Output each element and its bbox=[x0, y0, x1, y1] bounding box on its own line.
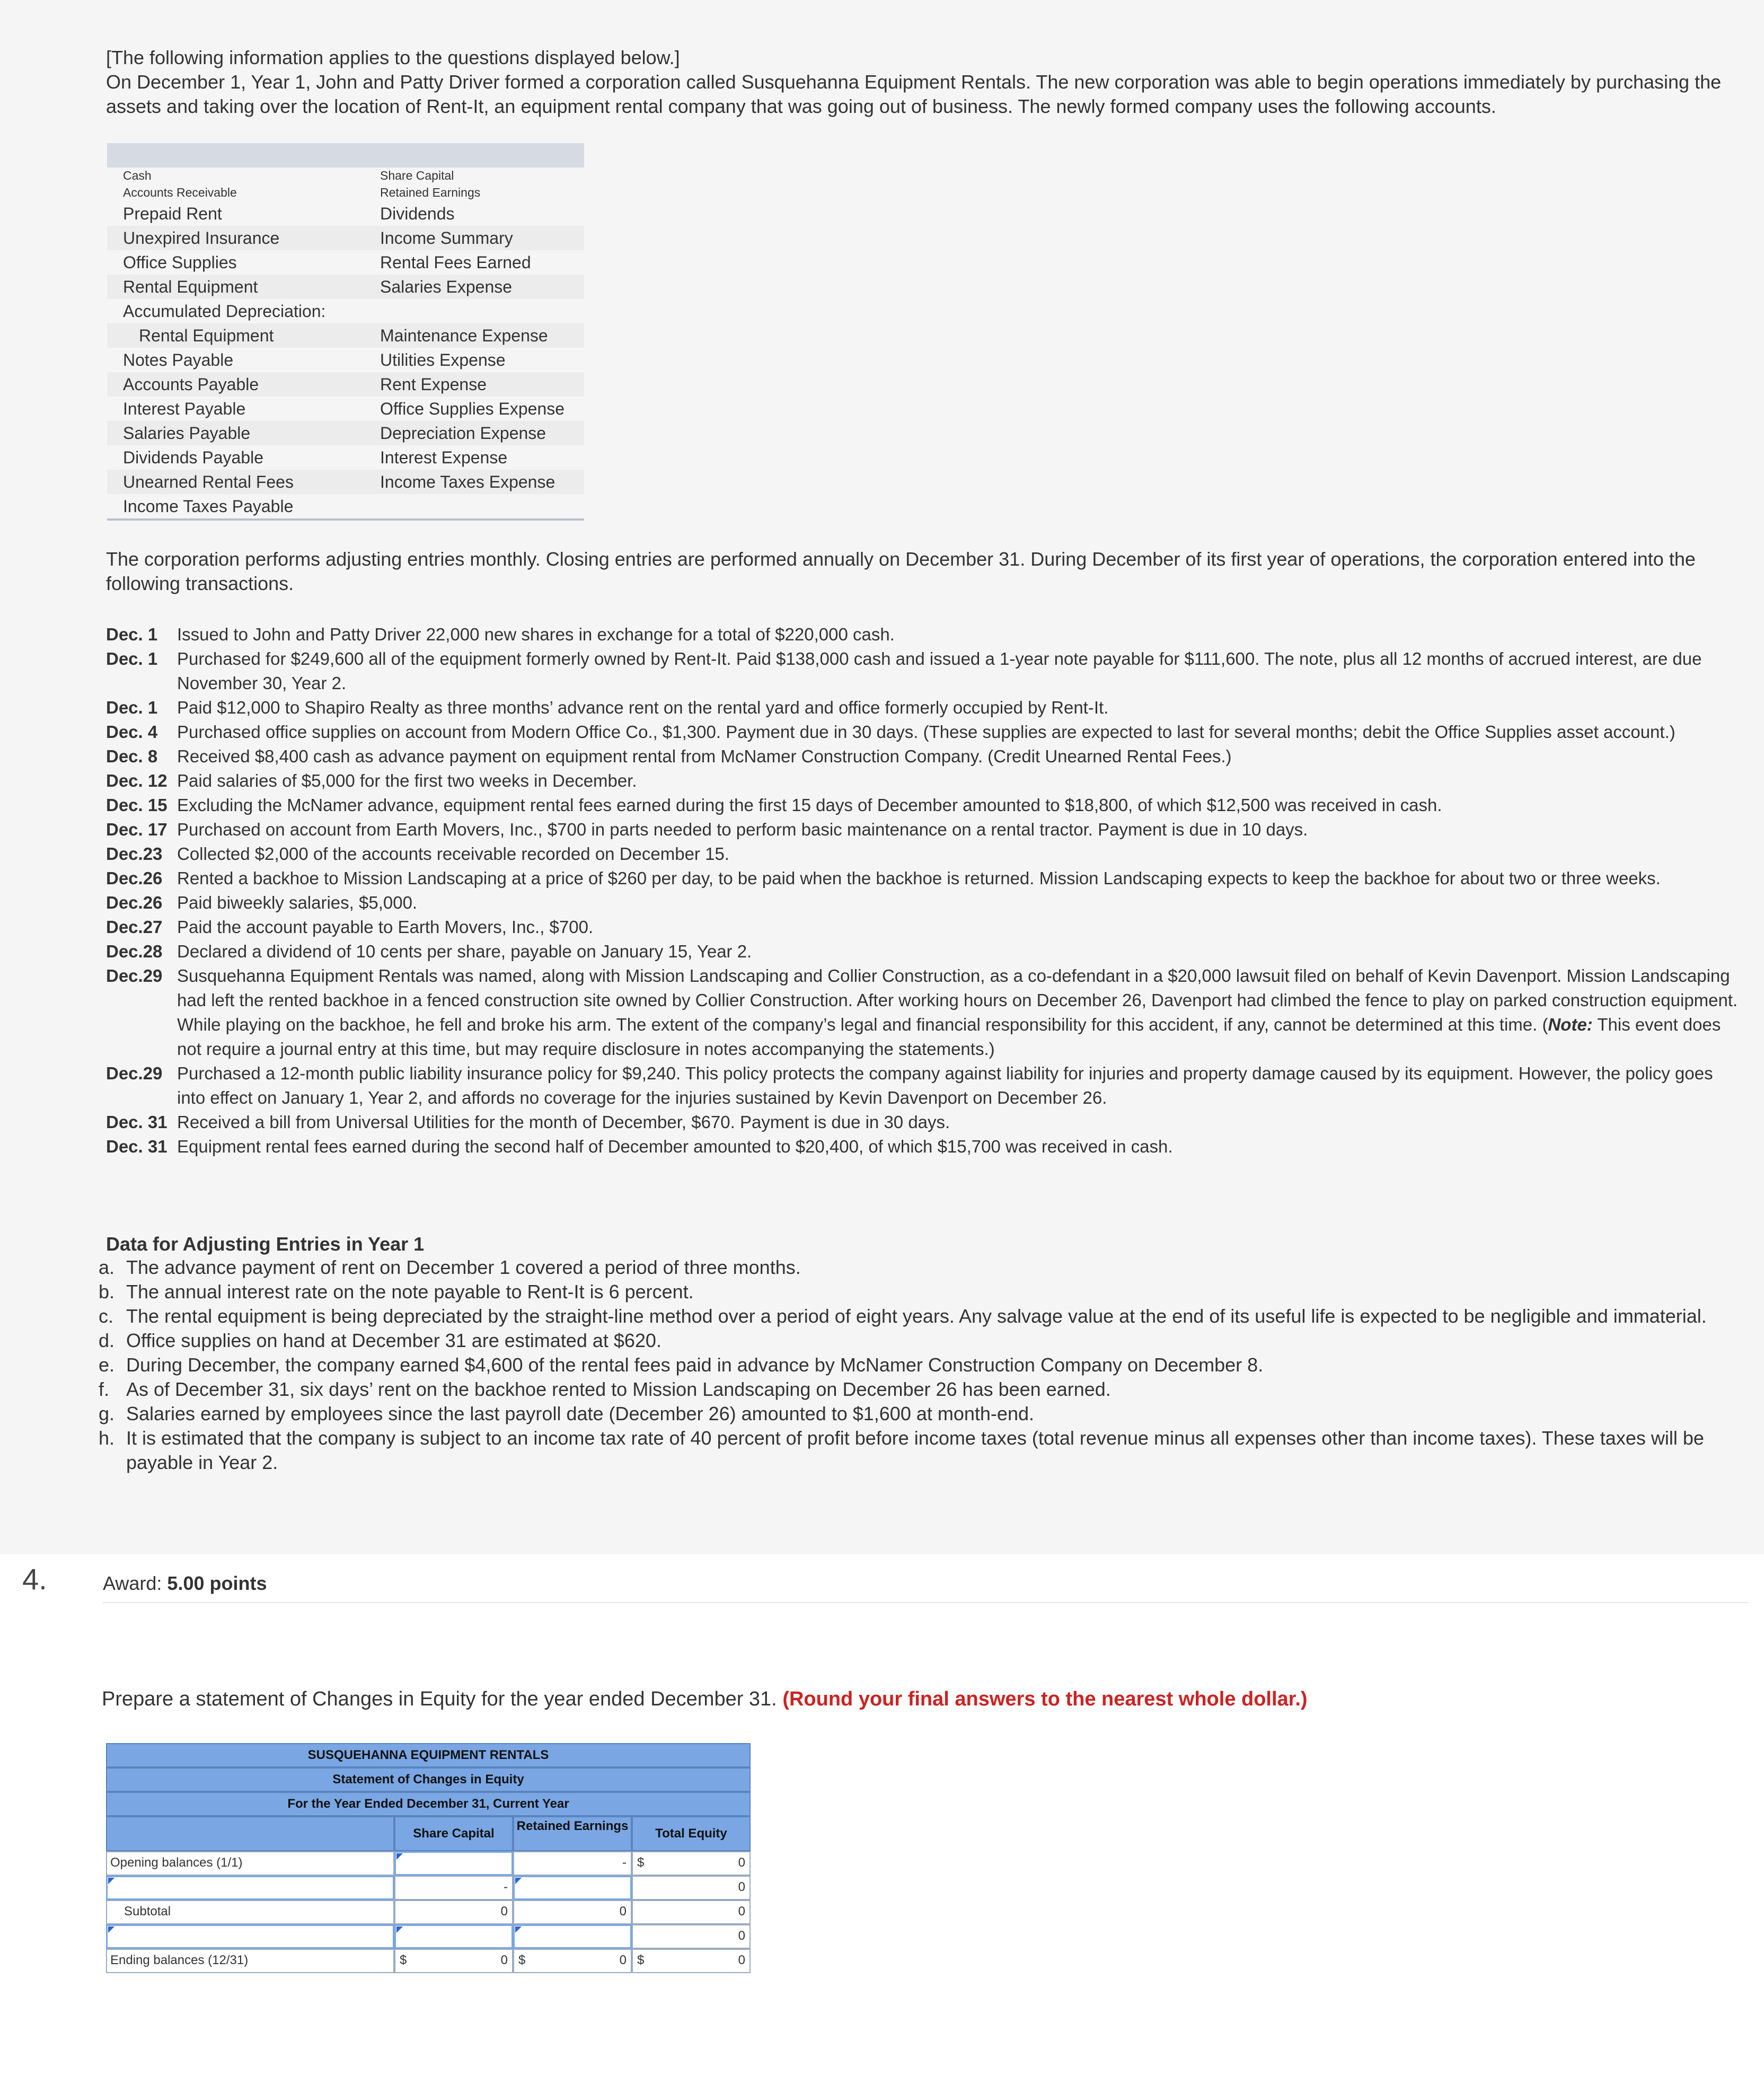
transaction-item: Dec. 12 Paid salaries of $5,000 for the first two weeks in December. bbox=[106, 771, 637, 790]
transaction-item: Dec.26 Rented a backhoe to Mission Landscaping at a price of $260 per day, to be paid when the backhoe is returned. Mission Landscaping expects to keep the backhoe for about two or three weeks. bbox=[106, 868, 1661, 888]
input-marker-icon bbox=[396, 1853, 403, 1860]
account-row: Salaries Payable Depreciation Expense bbox=[107, 421, 584, 445]
account-row: Unearned Rental Fees Income Taxes Expense bbox=[107, 470, 584, 494]
divider bbox=[103, 1602, 1748, 1603]
changes-in-equity-statement bbox=[106, 1743, 751, 1976]
input-marker-icon bbox=[515, 1927, 522, 1933]
col-share-capital: Share Capital bbox=[394, 1816, 513, 1851]
award bbox=[103, 1571, 267, 1596]
accounts-table-divider bbox=[107, 518, 584, 521]
subtotal-share-capital: 0 bbox=[394, 1900, 513, 1924]
row-label-opening: Opening balances (1/1) bbox=[106, 1851, 394, 1876]
transaction-item: Dec.28 Declared a dividend of 10 cents per share, payable on January 15, Year 2. bbox=[106, 942, 752, 961]
transaction-item: Dec. 1 Paid $12,000 to Shapiro Realty as three months’ advance rent on the rental yard and office formerly occupied by Rent-It. bbox=[106, 698, 1109, 717]
transaction-item: Dec. 31 Received a bill from Universal Utilities for the month of December, $670. Payment is due in 30 days. bbox=[106, 1112, 950, 1132]
account-row: Cash Share Capital bbox=[123, 169, 454, 182]
header-blank bbox=[106, 1816, 394, 1851]
account-row: Accumulated Depreciation: bbox=[123, 302, 326, 321]
row4-total-equity: 0 bbox=[632, 1924, 751, 1949]
statement-period: For the Year Ended December 31, Current Year bbox=[106, 1792, 751, 1816]
row-label-subtotal: Subtotal bbox=[106, 1900, 394, 1924]
subtotal-retained-earnings: 0 bbox=[513, 1900, 632, 1924]
accounts-table-header bbox=[107, 143, 584, 168]
award-points: 5.00 points bbox=[167, 1572, 267, 1594]
row2-total-equity: 0 bbox=[632, 1876, 751, 1900]
col-total-equity: Total Equity bbox=[632, 1816, 751, 1851]
account-row: Interest Payable Office Supplies Expense bbox=[123, 399, 565, 418]
account-row: Unexpired Insurance Income Summary bbox=[107, 226, 584, 250]
adjusting-item: b. The annual interest rate on the note payable to Rent-It is 6 percent. bbox=[99, 1281, 694, 1303]
transaction-item: Dec. 8 Received $8,400 cash as advance payment on equipment rental from McNamer Construction Company. (Credit Unearned Rental Fees.) bbox=[106, 746, 1232, 766]
transaction-item: Dec.23 Collected $2,000 of the accounts receivable recorded on December 15. bbox=[106, 844, 729, 864]
account-row: Dividends Payable Interest Expense bbox=[123, 448, 508, 467]
intro-note: [The following information applies to the questions displayed below.] bbox=[106, 47, 680, 68]
subtotal-total-equity: 0 bbox=[632, 1900, 751, 1924]
account-row: Notes Payable Utilities Expense bbox=[123, 350, 506, 370]
adjusting-item: d. Office supplies on hand at December 31 are estimated at $620. bbox=[99, 1330, 661, 1351]
col-retained-earnings: Retained Earnings bbox=[513, 1816, 632, 1851]
account-row: Rental Equipment Salaries Expense bbox=[107, 275, 584, 299]
question-prompt bbox=[102, 1686, 1308, 1712]
adjusting-title: Data for Adjusting Entries in Year 1 bbox=[106, 1233, 425, 1255]
transaction-item: Dec. 1 Purchased for $249,600 all of the equipment formerly owned by Rent-It. Paid $138,000 cash and issued a 1-year note payable for $111,600. The note, plus all 12 months of accrued interest, are due November 30, Year 2. bbox=[106, 649, 1702, 693]
transaction-item: Dec.26 Paid biweekly salaries, $5,000. bbox=[106, 893, 418, 912]
transaction-item: Dec. 17 Purchased on account from Earth Movers, Inc., $700 in parts needed to perform basic maintenance on a rental tractor. Payment is due in 10 days. bbox=[106, 820, 1308, 839]
input-row2-label[interactable] bbox=[106, 1876, 394, 1900]
award-label: Award: bbox=[103, 1572, 162, 1594]
transaction-item: Dec. 15 Excluding the McNamer advance, equipment rental fees earned during the first 15 days of December amounted to $18,800, of which $12,500 was received in cash. bbox=[106, 795, 1442, 815]
statement-title: Statement of Changes in Equity bbox=[106, 1767, 751, 1792]
input-row2-retained-earnings[interactable] bbox=[513, 1876, 632, 1900]
input-marker-icon bbox=[108, 1878, 114, 1884]
input-marker-icon bbox=[108, 1927, 114, 1933]
transaction-item: Dec.27 Paid the account payable to Earth Movers, Inc., $700. bbox=[106, 917, 594, 937]
transaction-item: Dec.29 Purchased a 12-month public liability insurance policy for $9,240. This policy protects the company against liability for injuries and property damage caused by its equipment. However, the policy goes into effect on January 1, Year 2, and affords no coverage for the injuries sustained by Kevin Davenport on December 26. bbox=[106, 1063, 1713, 1107]
statement-company: SUSQUEHANNA EQUIPMENT RENTALS bbox=[106, 1743, 751, 1767]
input-marker-icon bbox=[515, 1878, 522, 1884]
input-row4-label[interactable] bbox=[106, 1924, 394, 1949]
adjusting-item: g. Salaries earned by employees since the last payroll date (December 26) amounted to $1,600 at month-end. bbox=[99, 1403, 1034, 1424]
input-row4-retained-earnings[interactable] bbox=[513, 1924, 632, 1949]
adjusting-item: f. As of December 31, six days’ rent on the backhoe rented to Mission Landscaping on December 26 has been earned. bbox=[99, 1378, 1111, 1400]
accounts-table bbox=[107, 143, 584, 525]
opening-total-equity: $ 0 bbox=[632, 1851, 751, 1876]
ending-retained-earnings: $ 0 bbox=[513, 1949, 632, 1973]
note-label: Note: bbox=[1548, 1015, 1593, 1034]
account-row: Accounts Payable Rent Expense bbox=[107, 372, 584, 397]
paragraph: The corporation performs adjusting entries monthly. Closing entries are performed annually on December 31. During December of its first year of operations, the corporation entered into the following transactions. bbox=[106, 548, 1696, 594]
account-row: Accounts Receivable Retained Earnings bbox=[123, 186, 481, 199]
ending-share-capital: $ 0 bbox=[394, 1949, 513, 1973]
account-row: Office Supplies Rental Fees Earned bbox=[123, 253, 531, 272]
adjusting-item: a. The advance payment of rent on December 1 covered a period of three months. bbox=[99, 1256, 801, 1278]
transaction-item: Dec. 4 Purchased office supplies on account from Modern Office Co., $1,300. Payment due in 30 days. (These supplies are expected to last for several months; debit the Office Supplies asset account.) bbox=[106, 722, 1675, 742]
ending-total-equity: $ 0 bbox=[632, 1949, 751, 1973]
intro-text: On December 1, Year 1, John and Patty Driver formed a corporation called Susquehanna Equipment Rentals. The new corporation was able to begin operations immediately by purchasing the assets and taking over the location of Rent-It, an equipment rental company that was going out of business. The newly formed company uses the following accounts. bbox=[106, 71, 1722, 117]
prompt-text: Prepare a statement of Changes in Equity for the year ended December 31. bbox=[102, 1688, 777, 1710]
adjusting-list bbox=[99, 1255, 1763, 1475]
opening-retained-earnings: - bbox=[513, 1851, 632, 1876]
prompt-emphasis: (Round your final answers to the nearest whole dollar.) bbox=[782, 1688, 1308, 1710]
account-row: Income Taxes Payable bbox=[123, 497, 294, 516]
adjusting-item: c. The rental equipment is being depreciated by the straight-line method over a period of eight years. Any salvage value at the end of its useful life is expected to be negligible and immaterial. bbox=[99, 1305, 1707, 1327]
row2-share-capital: - bbox=[394, 1876, 513, 1900]
row-label-ending: Ending balances (12/31) bbox=[106, 1949, 394, 1973]
input-row4-share-capital[interactable] bbox=[394, 1924, 513, 1949]
adjusting-item: h. It is estimated that the company is subject to an income tax rate of 40 percent of profit before income taxes (total revenue minus all expenses other than income taxes). These taxes will be payable in Year 2. bbox=[99, 1427, 1704, 1473]
transaction-item: Dec. 31 Equipment rental fees earned during the second half of December amounted to $20,400, of which $15,700 was received in cash. bbox=[106, 1137, 1173, 1156]
intro bbox=[106, 46, 1739, 119]
input-marker-icon bbox=[396, 1927, 403, 1933]
input-opening-share-capital[interactable] bbox=[394, 1851, 513, 1876]
transaction-item: Dec. 1 Issued to John and Patty Driver 22,000 new shares in exchange for a total of $220,000 cash. bbox=[106, 624, 895, 644]
question-number: 4. bbox=[22, 1562, 47, 1596]
transactions-list bbox=[106, 622, 1739, 1159]
transaction-item: Dec.29 Susquehanna Equipment Rentals was named, along with Mission Landscaping and Collier Construction, as a co-defendant in a $20,000 lawsuit filed on behalf of Kevin Davenport. Mission Landscaping had left the rented backhoe in a fenced construction site owned by Collier Construction. After working hours on December 26, Davenport had climbed the fence to play on parked construction equipment. While playing on the backhoe, he fell and broke his arm. The extent of the company’s legal and financial responsibility for this accident, if any, cannot be determined at this time. (Note: This event does not require a journal entry at this time, but may require disclosure in notes accompanying the statements.) bbox=[106, 966, 1738, 1059]
account-row: Rental Equipment Maintenance Expense bbox=[107, 323, 584, 348]
adjusting-item: e. During December, the company earned $4,600 of the rental fees paid in advance by McNamer Construction Company on December 8. bbox=[99, 1354, 1264, 1376]
account-row: Prepaid Rent Dividends bbox=[123, 204, 455, 223]
